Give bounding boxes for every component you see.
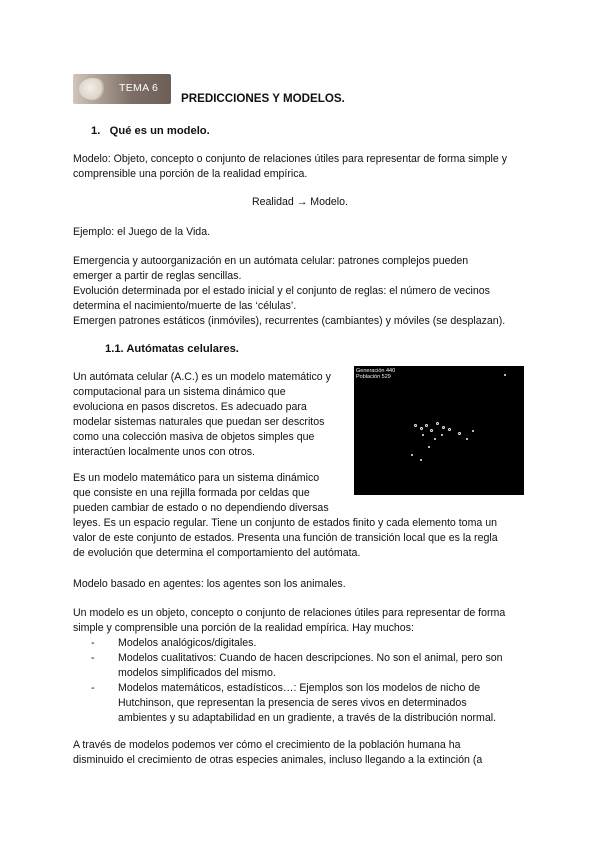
cell xyxy=(425,424,428,427)
cell xyxy=(411,454,413,456)
cell xyxy=(430,429,433,432)
text-line: ambientes y su adaptabilidad en un gradiente, a través de la distribución normal. xyxy=(118,712,497,724)
cell xyxy=(420,459,422,461)
text-line: A través de modelos podemos ver cómo el crecimiento de la población humana ha xyxy=(73,739,461,751)
cell xyxy=(420,427,423,430)
bullet-dash: - xyxy=(91,652,95,664)
text-line: Emergencia y autoorganización en un autómata celular: patrones complejos pueden xyxy=(73,255,469,267)
cell xyxy=(428,446,430,448)
model-definition: Modelo: Objeto, concepto o conjunto de relaciones útiles para representar de forma simple y comprensible una porción de la realidad empírica. xyxy=(73,153,507,180)
cell xyxy=(504,374,506,376)
list-item xyxy=(91,651,521,681)
text-line: Modelos cualitativos: Cuando de hacen descripciones. No son el animal, pero son xyxy=(118,652,503,664)
models-intro xyxy=(73,606,533,636)
automata-paragraph-2-wide xyxy=(73,516,528,561)
text-line: Evolución determinada por el estado inicial y el conjunto de reglas: el número de vecinos xyxy=(73,285,490,297)
cellular-automaton-image xyxy=(354,366,524,495)
cell xyxy=(441,434,443,436)
automata-paragraph-1 xyxy=(73,370,345,460)
text-line: Hutchinson, que representan la presencia de seres vivos en determinados xyxy=(118,697,467,709)
section-1-number: 1. xyxy=(91,125,101,137)
generation-counter: Generación 440 xyxy=(356,368,396,374)
bullet-dash: - xyxy=(91,682,95,694)
cell xyxy=(442,426,445,429)
list-item xyxy=(91,681,521,726)
section-1-1-heading: 1.1. Autómatas celulares. xyxy=(105,343,239,355)
text-line: pueden cambiar de estado o no dependiendo diversas xyxy=(73,502,329,514)
text-line: de evolución que determina el comportamiento del autómata. xyxy=(73,547,361,559)
text-line: modelos simplificados del mismo. xyxy=(118,667,276,679)
cell xyxy=(414,424,417,427)
text-line: Es un modelo matemático para un sistema dinámico xyxy=(73,472,320,484)
section-1-title: Qué es un modelo. xyxy=(109,125,210,137)
section-1-heading xyxy=(91,125,210,137)
bullet-dash: - xyxy=(91,637,95,649)
badge-decoration-image xyxy=(79,78,107,100)
list-item xyxy=(91,636,521,651)
text-line: emerger a partir de reglas sencillas. xyxy=(73,270,242,282)
text-line: determina el nacimiento/muerte de las ‘células’. xyxy=(73,300,297,312)
text-line: Emergen patrones estáticos (inmóviles), recurrentes (cambiantes) y móviles (se desplazan). xyxy=(73,315,506,327)
model-types-list xyxy=(91,636,521,726)
text-line: que consiste en una rejilla formada por celdas que xyxy=(73,487,310,499)
text-line: valor de este conjunto de estados. Presenta una función de transición local que es la regla xyxy=(73,532,498,544)
final-paragraph xyxy=(73,738,533,768)
example-line: Ejemplo: el Juego de la Vida. xyxy=(73,226,211,238)
cell xyxy=(458,432,461,435)
text-line: Modelos matemáticos, estadísticos…: Ejemplos son los modelos de nicho de xyxy=(118,682,481,694)
agents-line: Modelo basado en agentes: los agentes son los animales. xyxy=(73,578,346,590)
text-line: leyes. Es un espacio regular. Tiene un conjunto de estados finito y cada elemento toma un xyxy=(73,517,498,529)
cell xyxy=(472,430,474,432)
text-line: computacional para un sistema dinámico que xyxy=(73,386,286,398)
automata-paragraph-2-narrow xyxy=(73,471,345,516)
text-line: modelar sistemas naturales que puedan ser descritos xyxy=(73,416,325,428)
emergence-paragraph xyxy=(73,254,533,329)
population-counter: Población 529 xyxy=(356,374,391,380)
cell xyxy=(448,428,451,431)
cell xyxy=(436,422,439,425)
chapter-badge-label: TEMA 6 xyxy=(119,82,159,94)
cell xyxy=(422,434,424,436)
text-line: simple y comprensible una porción de la realidad empírica. Hay muchos: xyxy=(73,622,414,634)
text-line: como una colección masiva de objetos simples que xyxy=(73,431,315,443)
text-line: Modelos analógicos/digitales. xyxy=(118,637,257,649)
text-line: disminuido el crecimiento de otras especies animales, incluso llegando a la extinción (a xyxy=(73,754,483,766)
text-line: interactúen localmente unos con otros. xyxy=(73,446,255,458)
chapter-badge xyxy=(73,74,171,104)
formula-line: Realidad → Modelo. xyxy=(252,196,348,208)
page-title: PREDICCIONES Y MODELOS. xyxy=(181,92,345,105)
cell xyxy=(466,438,468,440)
text-line: evoluciona en pasos discretos. Es adecuado para xyxy=(73,401,307,413)
text-line: Un autómata celular (A.C.) es un modelo matemático y xyxy=(73,371,331,383)
text-line: Un modelo es un objeto, concepto o conjunto de relaciones útiles para representar de forma xyxy=(73,607,506,619)
cell xyxy=(434,438,436,440)
